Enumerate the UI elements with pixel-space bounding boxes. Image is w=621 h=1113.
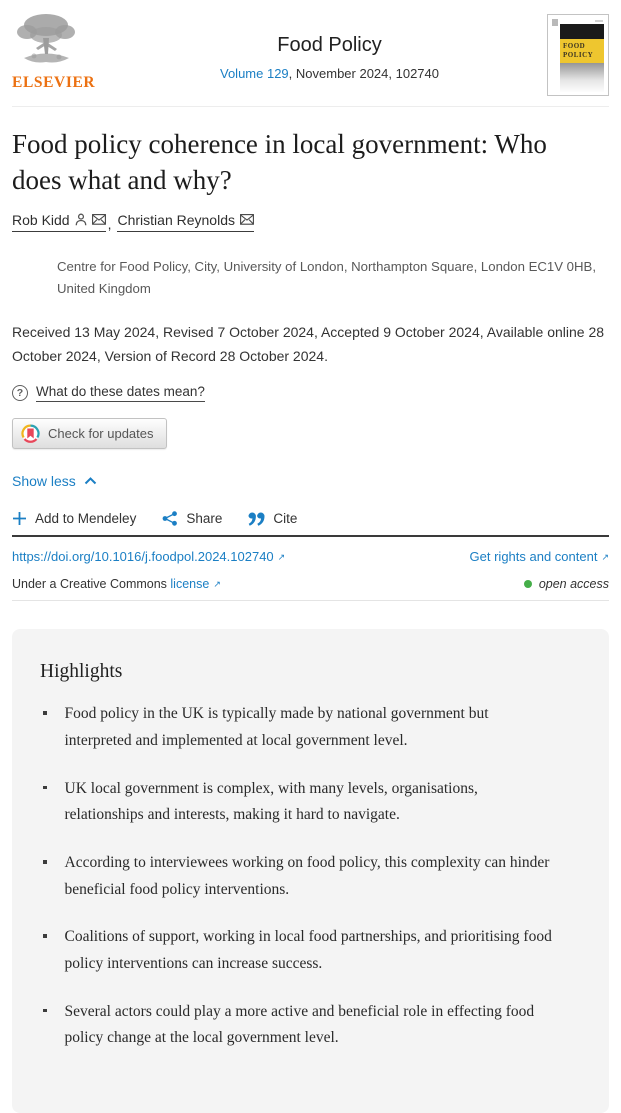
add-to-mendeley-button[interactable]: [12, 511, 136, 526]
journal-title[interactable]: Food Policy: [277, 34, 382, 56]
license-prefix: Under a Creative Commons: [12, 577, 167, 592]
cover-black-band: [560, 24, 604, 39]
highlights-list: [40, 701, 581, 1052]
show-less-toggle[interactable]: [12, 473, 97, 489]
affiliation: Centre for Food Policy, City, University of London, Northampton Square, London EC1V 0HB, United Kingdom: [57, 258, 597, 296]
quote-icon: [248, 512, 265, 526]
email-icon[interactable]: [240, 214, 254, 225]
highlight-text: Food policy in the UK is typically made by national government but interpreted and implemented at local government level.: [64, 705, 489, 750]
author-name: Rob Kidd: [12, 211, 70, 228]
license-link[interactable]: license ↗: [170, 577, 221, 592]
show-less-label: Show less: [12, 473, 76, 490]
elsevier-tree-icon: [12, 12, 82, 72]
bullet-marker: [43, 860, 47, 864]
author-christian-reynolds[interactable]: [117, 212, 254, 232]
external-link-icon: ↗: [213, 579, 221, 590]
dates-help-link[interactable]: What do these dates mean?: [36, 384, 205, 402]
bullet-marker: [43, 786, 47, 790]
bullet-marker: [43, 1009, 47, 1013]
external-link-icon: ↗: [277, 552, 286, 563]
question-icon: ?: [12, 385, 28, 401]
person-icon: [75, 213, 87, 226]
check-for-updates-button[interactable]: [12, 418, 167, 449]
author-rob-kidd[interactable]: [12, 212, 106, 232]
crossmark-icon: [21, 424, 40, 443]
cover-gradient: [560, 63, 604, 92]
issue-info: , November 2024, 102740: [288, 66, 439, 81]
highlight-item: [40, 701, 581, 754]
doi-row: [12, 549, 609, 564]
highlights-panel: [12, 629, 609, 1113]
share-label: Share: [186, 511, 223, 527]
article-title: Food policy coherence in local government: Who does what and why?: [12, 129, 547, 195]
bullet-marker: [43, 934, 47, 938]
cite-button[interactable]: [248, 511, 297, 526]
share-icon: [162, 511, 178, 526]
check-for-updates-label: Check for updates: [48, 426, 154, 442]
license-text: [12, 577, 221, 591]
highlight-text: UK local government is complex, with many levels, organisations, relationships and interests, making it hard to navigate.: [64, 779, 478, 824]
open-access-dot-icon: [524, 580, 532, 588]
highlight-item: [40, 776, 581, 829]
bullet-marker: [43, 711, 47, 715]
cover-title: FOOD POLICY: [560, 39, 604, 63]
license-row: [12, 577, 609, 591]
external-link-icon: ↗: [601, 552, 609, 563]
journal-header: [12, 0, 609, 96]
plus-icon: [12, 511, 27, 526]
elsevier-wordmark: ELSEVIER: [12, 74, 96, 91]
action-bar: [12, 511, 609, 526]
email-icon[interactable]: [92, 214, 106, 225]
chevron-up-icon: [84, 477, 97, 485]
article-dates: Received 13 May 2024, Revised 7 October 2024, Accepted 9 October 2024, Available online 28 October 2024, Version of Record 28 October 2024.: [12, 324, 605, 364]
highlights-title: Highlights: [40, 661, 123, 683]
highlight-item: [40, 850, 581, 903]
header-divider: [12, 106, 609, 107]
volume-link[interactable]: Volume 129: [220, 66, 289, 81]
highlight-text: Several actors could play a more active and beneficial role in effecting food policy change at the local government level.: [64, 1002, 535, 1047]
volume-line: [112, 66, 547, 81]
share-button[interactable]: [162, 511, 222, 526]
highlight-item: [40, 924, 581, 977]
highlight-item: [40, 999, 581, 1052]
license-divider: [12, 600, 609, 601]
author-separator: ,: [107, 215, 112, 232]
cite-label: Cite: [273, 511, 298, 527]
highlight-text: According to interviewees working on food policy, this complexity can hinder beneficial food policy interventions.: [64, 854, 550, 898]
highlight-text: Coalitions of support, working in local food partnerships, and prioritising food policy interventions can increase success.: [64, 928, 552, 972]
author-name: Christian Reynolds: [117, 211, 235, 228]
author-list: [12, 212, 609, 232]
doi-link[interactable]: https://doi.org/10.1016/j.foodpol.2024.102740 ↗: [12, 549, 286, 565]
dates-help[interactable]: [12, 384, 609, 402]
elsevier-logo[interactable]: [12, 12, 112, 92]
open-access-badge: [524, 577, 609, 591]
add-to-mendeley-label: Add to Mendeley: [35, 511, 137, 527]
cover-corner-mark: [552, 19, 558, 26]
get-rights-link[interactable]: Get rights and content ↗: [469, 549, 609, 565]
cover-corner-mark: [595, 20, 603, 22]
open-access-label: open access: [538, 577, 609, 592]
journal-cover-thumbnail[interactable]: [547, 14, 609, 96]
action-bar-divider: [12, 535, 609, 537]
